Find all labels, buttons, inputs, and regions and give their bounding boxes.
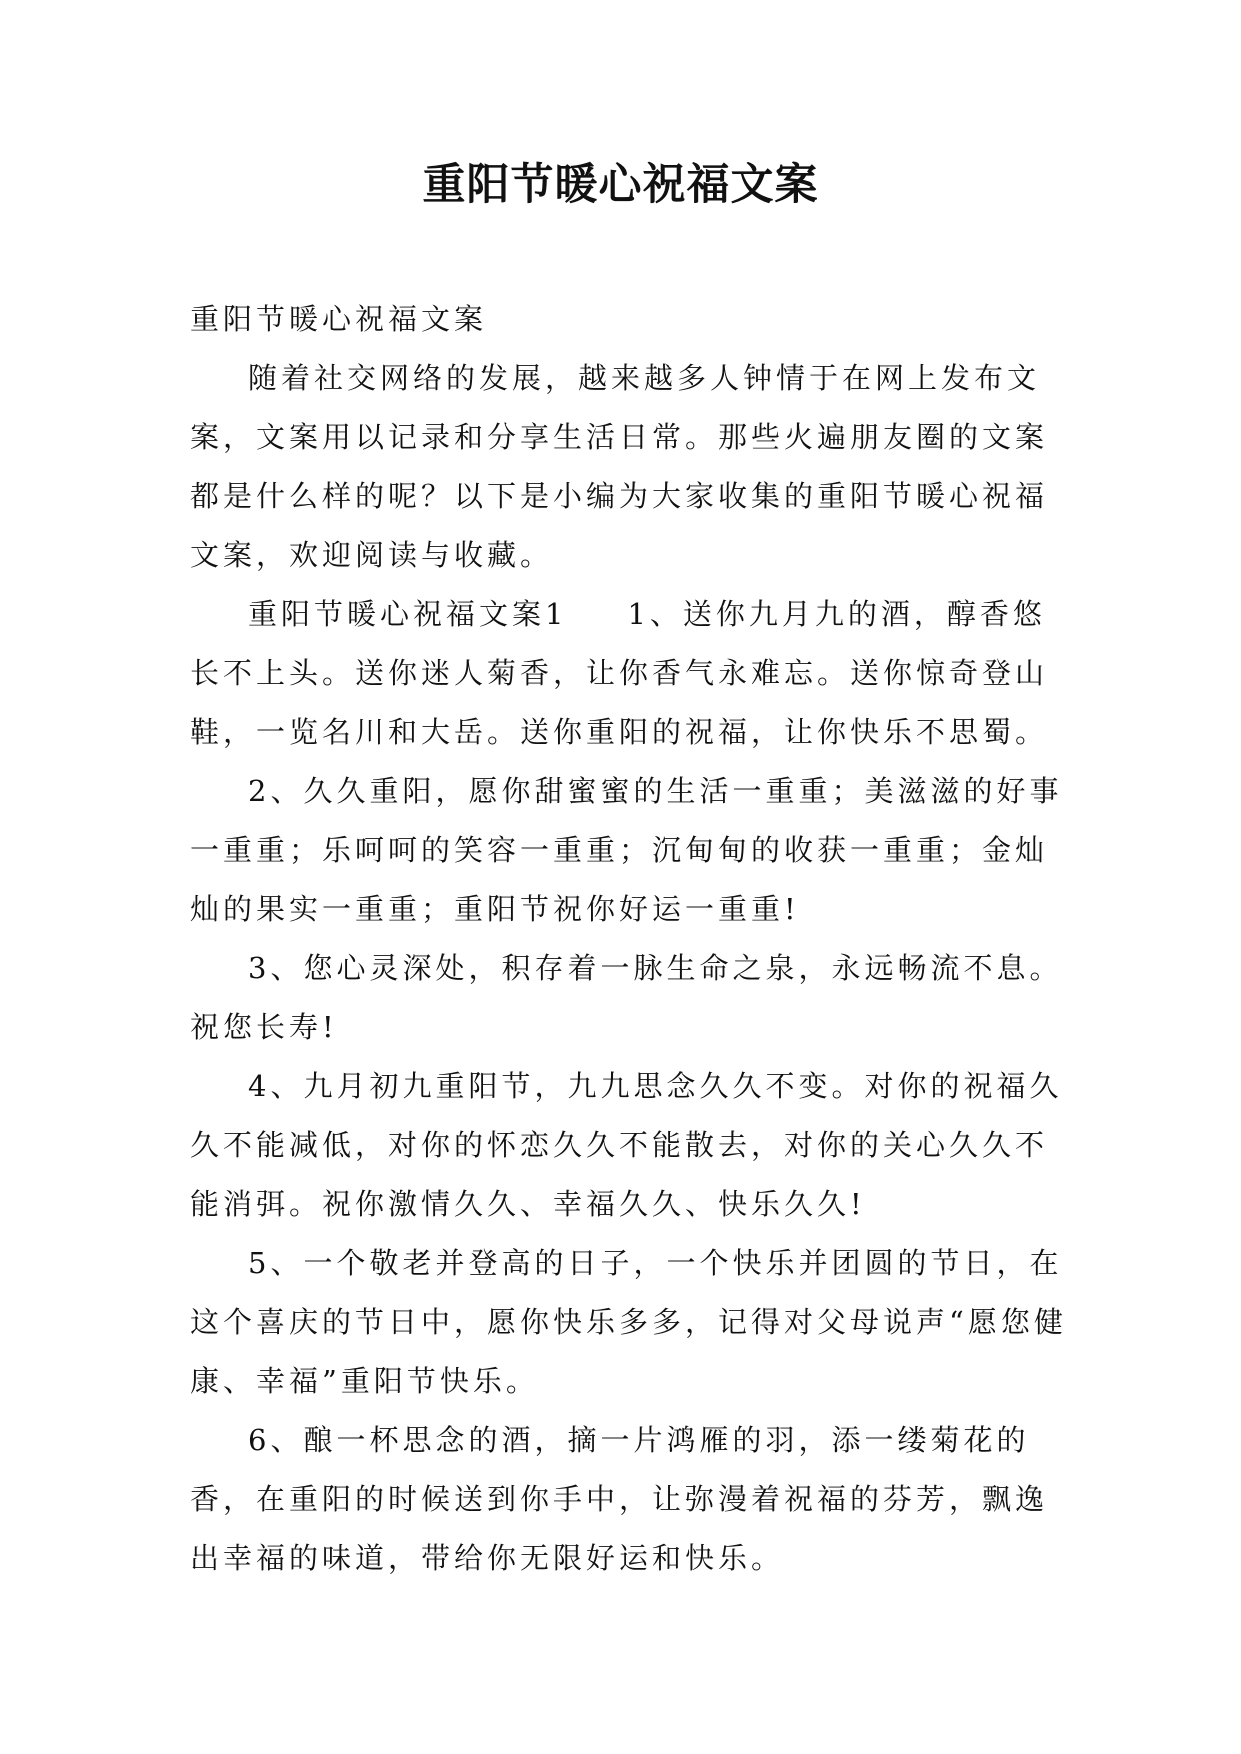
wish-item-1: 1、送你九月九的酒，醇香悠长不上头。送你迷人菊香，让你香气永难忘。送你惊奇登山鞋，一览名川和大岳。送你重阳的祝福，让你快乐不思蜀。 xyxy=(190,597,1049,749)
wish-item-3: 3、您心灵深处，积存着一脉生命之泉，永远畅流不息。祝您长寿! xyxy=(190,951,1063,1044)
wish-item-4: 4、九月初九重阳节，九九思念久久不变。对你的祝福久久不能减低，对你的怀恋久久不能散去，对你的关心久久不能消弭。祝你激情久久、幸福久久、快乐久久! xyxy=(190,1069,1063,1221)
document-title: 重阳节暖心祝福文案 xyxy=(422,160,819,210)
wish-item-2: 2、久久重阳，愿你甜蜜蜜的生活一重重；美滋滋的好事一重重；乐呵呵的笑容一重重；沉甸甸的收获一重重；金灿灿的果实一重重；重阳节祝你好运一重重! xyxy=(190,774,1063,926)
wish-item-5: 5、一个敬老并登高的日子，一个快乐并团圆的节日，在这个喜庆的节日中，愿你快乐多多，记得对父母说声“愿您健康、幸福”重阳节快乐。 xyxy=(190,1246,1067,1398)
document-subtitle: 重阳节暖心祝福文案 xyxy=(190,302,488,336)
document-body xyxy=(190,290,1070,1588)
section-heading: 重阳节暖心祝福文案1 xyxy=(248,597,568,631)
section-paragraph-1 xyxy=(190,585,1070,762)
intro-paragraph: 随着社交网络的发展，越来越多人钟情于在网上发布文案，文案用以记录和分享生活日常。那些火遍朋友圈的文案都是什么样的呢？以下是小编为大家收集的重阳节暖心祝福文案，欢迎阅读与收藏。 xyxy=(190,361,1049,572)
wish-item-6: 6、酿一杯思念的酒，摘一片鸿雁的羽，添一缕菊花的香，在重阳的时候送到你手中，让弥漫着祝福的芬芳，飘逸出幸福的味道，带给你无限好运和快乐。 xyxy=(190,1423,1049,1575)
